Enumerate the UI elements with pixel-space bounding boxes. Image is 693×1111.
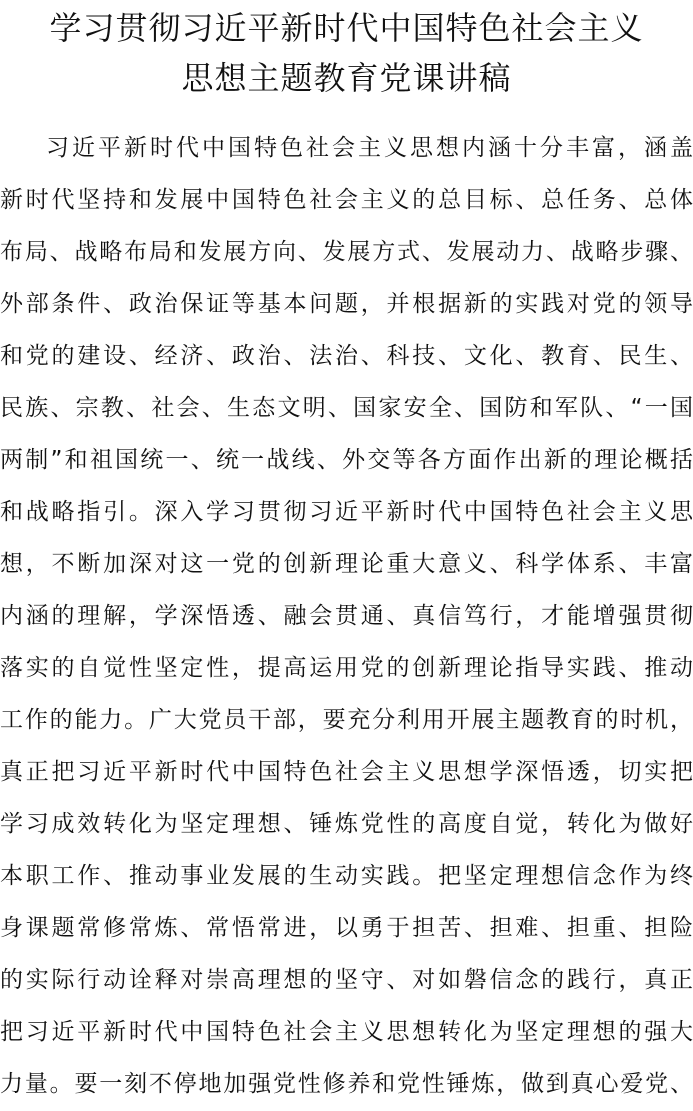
body-line: 新时代坚持和发展中国特色社会主义的总目标、总任务、总体 xyxy=(0,187,693,213)
document-title-line-1: 学习贯彻习近平新时代中国特色社会主义 xyxy=(49,9,644,47)
body-line: 想，不断加深对这一党的创新理论重大意义、科学体系、丰富 xyxy=(0,551,693,577)
body-line: 外部条件、政治保证等基本问题，并根据新的实践对党的领导 xyxy=(0,291,693,317)
body-line: 力量。要一刻不停地加强党性修养和党性锤炼，做到真心爱党、 xyxy=(0,1071,693,1097)
body-line: 和战略指引。深入学习贯彻习近平新时代中国特色社会主义思 xyxy=(0,499,693,525)
body-line: 把习近平新时代中国特色社会主义思想转化为坚定理想的强大 xyxy=(0,1019,693,1045)
body-line: 内涵的理解，学深悟透、融会贯通、真信笃行，才能增强贯彻 xyxy=(0,603,693,629)
body-line: 的实际行动诠释对崇高理想的坚守、对如磐信念的践行，真正 xyxy=(0,967,693,993)
body-line: 习近平新时代中国特色社会主义思想内涵十分丰富，涵盖 xyxy=(46,135,693,161)
document-title-line-2: 思想主题教育党课讲稿 xyxy=(181,59,512,97)
body-line: 工作的能力。广大党员干部，要充分利用开展主题教育的时机， xyxy=(0,707,693,733)
body-line: 和党的建设、经济、政治、法治、科技、文化、教育、民生、 xyxy=(0,343,693,369)
body-line: 本职工作、推动事业发展的生动实践。把坚定理想信念作为终 xyxy=(0,863,693,889)
body-line: 真正把习近平新时代中国特色社会主义思想学深悟透，切实把 xyxy=(0,759,693,785)
body-line: 民族、宗教、社会、生态文明、国家安全、国防和军队、“一国 xyxy=(0,395,693,421)
body-line: 学习成效转化为坚定理想、锤炼党性的高度自觉，转化为做好 xyxy=(0,811,693,837)
body-line: 身课题常修常炼、常悟常进，以勇于担苦、担难、担重、担险 xyxy=(0,915,693,941)
body-line: 两制”和祖国统一、统一战线、外交等各方面作出新的理论概括 xyxy=(0,447,693,473)
body-line: 布局、战略布局和发展方向、发展方式、发展动力、战略步骤、 xyxy=(0,239,693,265)
body-line: 落实的自觉性坚定性，提高运用党的创新理论指导实践、推动 xyxy=(0,655,693,681)
